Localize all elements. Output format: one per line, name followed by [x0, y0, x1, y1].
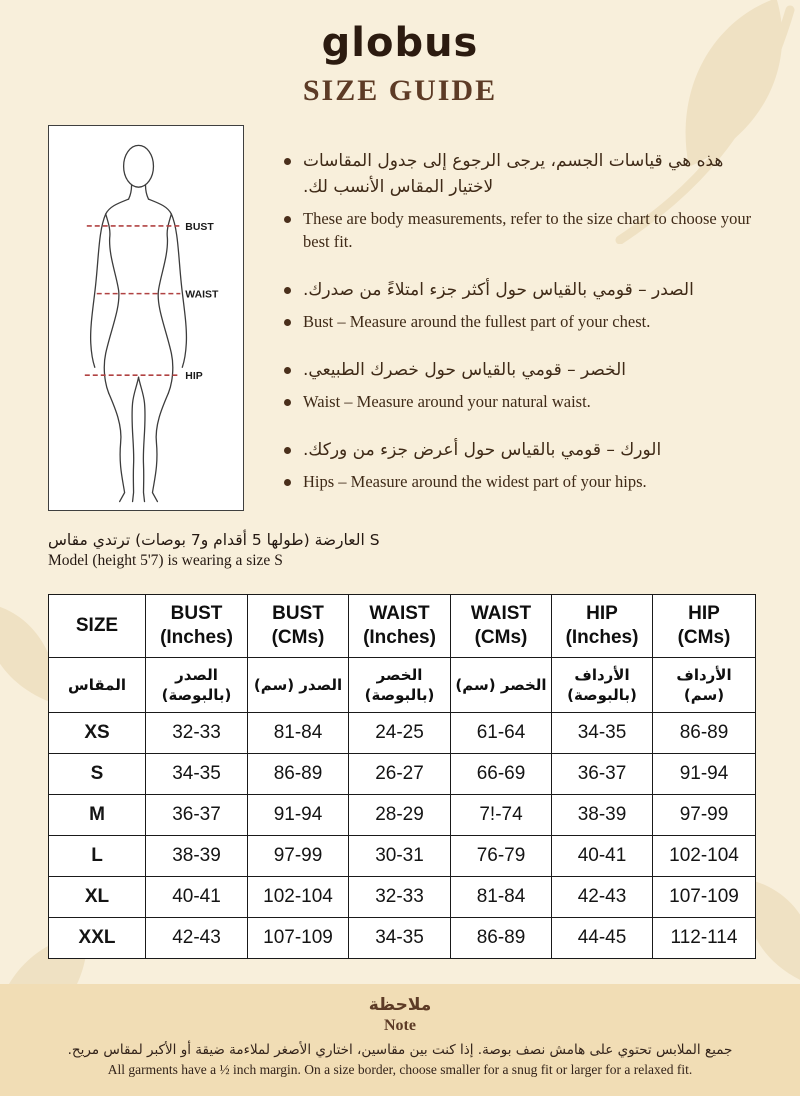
list-item: [284, 149, 760, 200]
value-cell: 86-89: [248, 754, 349, 795]
bullet-icon: [284, 319, 291, 326]
col-header-hip-inches: HIP (Inches): [552, 595, 653, 658]
instruction-group: [284, 358, 760, 414]
table-header-row-english: [49, 595, 756, 658]
table-row: [49, 713, 756, 754]
value-cell: 61-64: [451, 713, 552, 754]
table-row: [49, 877, 756, 918]
value-cell: 81-84: [451, 877, 552, 918]
bullet-icon: [284, 399, 291, 406]
value-cell: 86-89: [451, 918, 552, 959]
size-cell: M: [49, 795, 146, 836]
value-cell: 34-35: [146, 754, 248, 795]
value-cell: 30-31: [349, 836, 451, 877]
model-size-note: [48, 531, 380, 570]
value-cell: 26-27: [349, 754, 451, 795]
value-cell: 107-109: [653, 877, 756, 918]
bullet-icon: [284, 447, 291, 454]
model-note-arabic: العارضة (طولها 5 أقدام و7 بوصات) ترتدي مقاس S: [48, 531, 380, 549]
col-header-hip-cms-ar: الأرداف (سم): [653, 658, 756, 713]
value-cell: 66-69: [451, 754, 552, 795]
instruction-group: [284, 438, 760, 494]
value-cell: 34-35: [349, 918, 451, 959]
size-cell: XXL: [49, 918, 146, 959]
waist-label: WAIST: [185, 289, 219, 301]
value-cell: 91-94: [653, 754, 756, 795]
list-item: [284, 390, 760, 413]
value-cell: 28-29: [349, 795, 451, 836]
col-header-size-ar: المقاس: [49, 658, 146, 713]
note-title-english: Note: [384, 1017, 416, 1034]
instruction-text-english: These are body measurements, refer to the size chart to choose your best fit.: [303, 209, 752, 252]
col-header-bust-inches: BUST (Inches): [146, 595, 248, 658]
value-cell: 107-109: [248, 918, 349, 959]
page-title: SIZE GUIDE: [302, 74, 498, 107]
model-note-english: Model (height 5'7) is wearing a size S: [48, 552, 283, 569]
body-measurement-diagram: [48, 125, 244, 511]
value-cell: 86-89: [653, 713, 756, 754]
measurement-guide-section: [48, 125, 760, 518]
value-cell: 38-39: [146, 836, 248, 877]
instruction-text-english: Bust – Measure around the fullest part of your chest.: [303, 312, 651, 332]
table-row: [49, 836, 756, 877]
col-header-waist-cms: WAIST (CMs): [451, 595, 552, 658]
col-header-bust-cms: BUST (CMs): [248, 595, 349, 658]
value-cell: 97-99: [248, 836, 349, 877]
list-item: [284, 358, 760, 384]
col-header-waist-inches: WAIST (Inches): [349, 595, 451, 658]
value-cell: 24-25: [349, 713, 451, 754]
list-item: [284, 438, 760, 464]
note-body-arabic: جميع الملابس تحتوي على هامش نصف بوصة. إذا كنت بين مقاسين، اختاري الأصغر لملاءمة ضيقة أو الأكبر لمقاس مريح.: [67, 1042, 733, 1058]
instruction-text-arabic: الخصر – قومي بالقياس حول خصرك الطبيعي.: [303, 359, 627, 380]
value-cell: 32-33: [146, 713, 248, 754]
value-cell: 36-37: [552, 754, 653, 795]
table-row: [49, 754, 756, 795]
value-cell: 81-84: [248, 713, 349, 754]
list-item: [284, 470, 760, 493]
instructions-list: [284, 125, 760, 518]
hip-label: HIP: [185, 371, 203, 383]
col-header-bust-inches-ar: الصدر (بالبوصة): [146, 658, 248, 713]
instruction-text-english: Hips – Measure around the widest part of your hips.: [303, 472, 647, 492]
value-cell: 102-104: [653, 836, 756, 877]
instruction-text-english: Waist – Measure around your natural waist.: [303, 392, 591, 412]
col-header-size: SIZE: [49, 595, 146, 658]
value-cell: 112-114: [653, 918, 756, 959]
table-row: [49, 795, 756, 836]
table-header-row-arabic: [49, 658, 756, 713]
value-cell: 42-43: [552, 877, 653, 918]
bullet-icon: [284, 479, 291, 486]
value-cell: 38-39: [552, 795, 653, 836]
instruction-text-arabic: هذه هي قياسات الجسم، يرجى الرجوع إلى جدول المقاسات لاختيار المقاس الأنسب لك.: [303, 151, 724, 197]
value-cell: 91-94: [248, 795, 349, 836]
note-body-english: All garments have a ½ inch margin. On a size border, choose smaller for a snug fit or larger for a relaxed fit.: [107, 1062, 693, 1077]
instruction-group: [284, 278, 760, 334]
bullet-icon: [284, 216, 291, 223]
value-cell: 40-41: [552, 836, 653, 877]
brand-logo: globus: [321, 20, 479, 66]
bullet-icon: [284, 287, 291, 294]
value-cell: 102-104: [248, 877, 349, 918]
col-header-waist-cms-ar: الخصر (سم): [451, 658, 552, 713]
size-cell: XL: [49, 877, 146, 918]
size-cell: L: [49, 836, 146, 877]
value-cell: 32-33: [349, 877, 451, 918]
col-header-waist-inches-ar: الخصر (بالبوصة): [349, 658, 451, 713]
value-cell: 36-37: [146, 795, 248, 836]
bust-label: BUST: [185, 221, 214, 233]
instruction-text-arabic: الورك – قومي بالقياس حول أعرض جزء من وركك.: [303, 439, 662, 460]
note-section: [0, 984, 800, 1096]
value-cell: 97-99: [653, 795, 756, 836]
value-cell: 44-45: [552, 918, 653, 959]
bullet-icon: [284, 367, 291, 374]
value-cell: 42-43: [146, 918, 248, 959]
table-row: [49, 918, 756, 959]
list-item: [284, 278, 760, 304]
instruction-text-arabic: الصدر – قومي بالقياس حول أكثر جزء امتلاءً من صدرك.: [303, 279, 694, 300]
bullet-icon: [284, 158, 291, 165]
value-cell: 7!-74: [451, 795, 552, 836]
value-cell: 40-41: [146, 877, 248, 918]
list-item: [284, 310, 760, 333]
instruction-group: [284, 149, 760, 254]
value-cell: 76-79: [451, 836, 552, 877]
size-cell: S: [49, 754, 146, 795]
col-header-bust-cms-ar: الصدر (سم): [248, 658, 349, 713]
col-header-hip-cms: HIP (CMs): [653, 595, 756, 658]
size-chart-table: [48, 594, 756, 959]
col-header-hip-inches-ar: الأرداف (بالبوصة): [552, 658, 653, 713]
size-cell: XS: [49, 713, 146, 754]
body-figure-illustration: [49, 126, 243, 510]
value-cell: 34-35: [552, 713, 653, 754]
list-item: [284, 207, 760, 254]
note-title-arabic: ملاحظة: [368, 995, 432, 1015]
